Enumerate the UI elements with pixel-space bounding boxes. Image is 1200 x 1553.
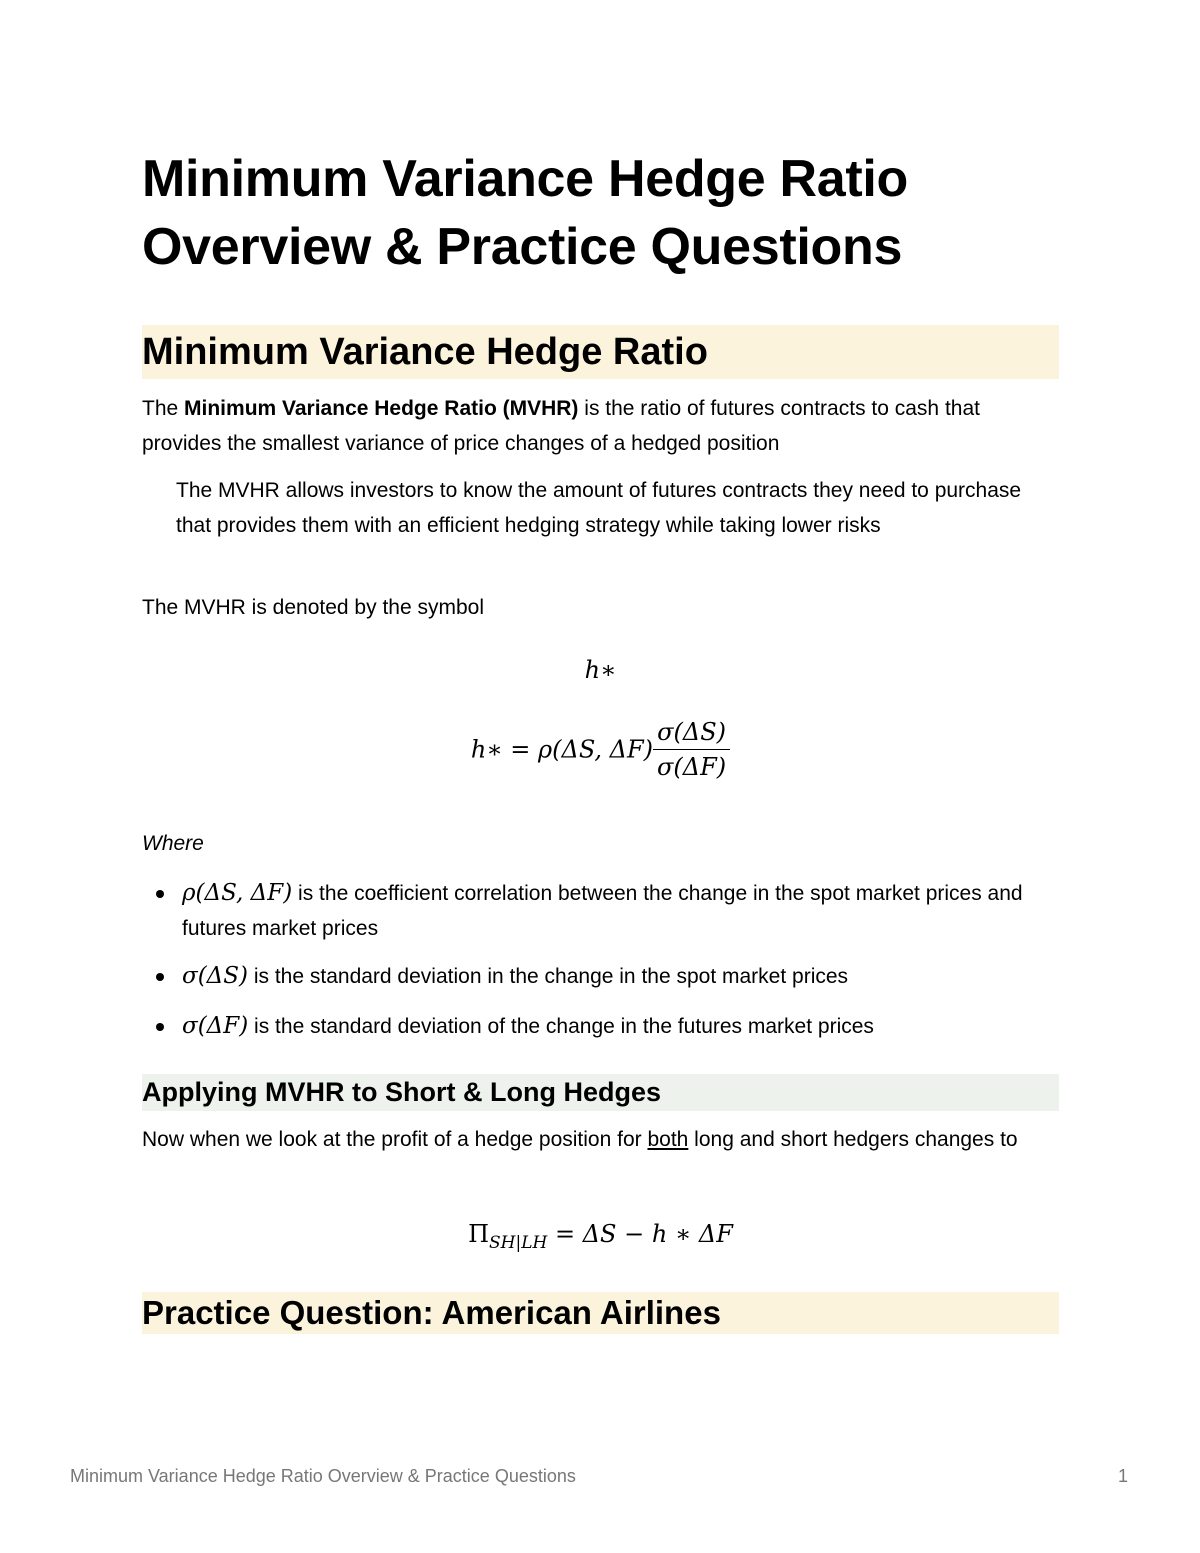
section-heading-applying xyxy=(142,1074,1059,1111)
bullet-1-text: is the coefficient correlation between the change in the spot market prices and futures market prices xyxy=(182,882,1023,940)
indented-paragraph: The MVHR allows investors to know the amount of futures contracts they need to purchase that provides them with an efficient hedging strategy while taking lower risks xyxy=(176,479,1022,537)
section-heading-mvhr xyxy=(142,325,1059,379)
section-heading-applying-text: Applying MVHR to Short & Long Hedges xyxy=(142,1077,661,1107)
profit-equation-subscript: SH|LH xyxy=(489,1232,548,1253)
footer-title: Minimum Variance Hedge Ratio Overview & Practice Questions xyxy=(70,1466,576,1486)
bullet-icon xyxy=(156,973,164,981)
hedge-text-pre: Now when we look at the profit of a hedge position for xyxy=(142,1128,648,1151)
symbol-paragraph: The MVHR is denoted by the symbol xyxy=(142,596,484,619)
bullet-icon xyxy=(156,890,164,898)
title-line-2: Overview & Practice Questions xyxy=(142,218,903,276)
bullet-icon xyxy=(156,1023,164,1031)
profit-equation-rest: = ΔS − h ∗ ΔF xyxy=(547,1220,733,1248)
profit-equation xyxy=(142,1220,1059,1253)
bullet-3-math: σ(ΔF) xyxy=(182,1013,249,1039)
bullet-3-text: is the standard deviation of the change in the futures market prices xyxy=(248,1015,874,1038)
title-line-1: Minimum Variance Hedge Ratio xyxy=(142,150,909,208)
intro-bold-term: Minimum Variance Hedge Ratio (MVHR) xyxy=(184,397,579,420)
bullet-1-math: ρ(ΔS, ΔF) xyxy=(182,880,293,906)
hedge-profit-paragraph xyxy=(142,1122,1059,1157)
section-heading-practice xyxy=(142,1292,1059,1334)
where-label: Where xyxy=(142,832,204,855)
hedge-text-both: both xyxy=(647,1128,689,1151)
footer-page-number: 1 xyxy=(1118,1466,1129,1486)
hedge-text-post: long and short hedgers changes to xyxy=(688,1128,1018,1151)
formula-fraction xyxy=(653,718,730,781)
intro-paragraph xyxy=(142,391,1059,461)
section-heading-mvhr-text: Minimum Variance Hedge Ratio xyxy=(142,331,708,373)
section-heading-practice-text: Practice Question: American Airlines xyxy=(142,1294,721,1331)
document-title xyxy=(142,145,1059,281)
intro-pre: The xyxy=(142,397,185,420)
formula-lhs: h∗ = ρ(ΔS, ΔF) xyxy=(470,735,654,764)
formula-denominator: σ(ΔF) xyxy=(657,753,727,781)
intro-post: is the ratio of futures contracts to cash that provides the smallest variance of price changes of a hedged position xyxy=(142,397,980,455)
formula-numerator: σ(ΔS) xyxy=(653,718,730,750)
mvhr-formula xyxy=(142,718,1059,781)
bullet-2-text: is the standard deviation in the change in the spot market prices xyxy=(248,965,849,988)
profit-equation-pi: Π xyxy=(468,1220,490,1248)
bullet-2-math: σ(ΔS) xyxy=(182,963,249,989)
symbol-equation: h∗ xyxy=(584,656,617,684)
